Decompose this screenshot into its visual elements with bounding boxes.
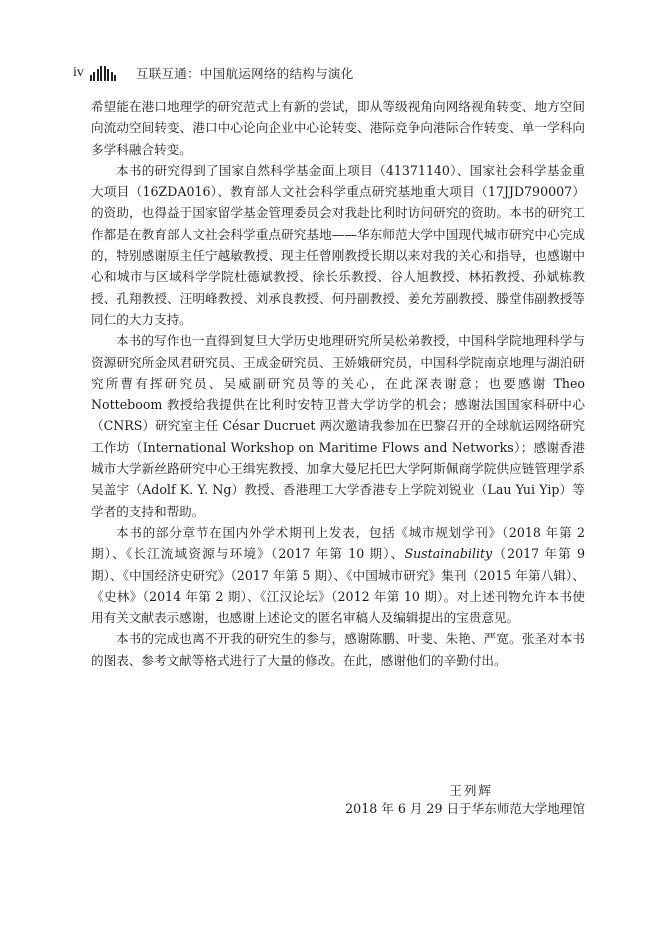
publisher-logo-icon (90, 66, 118, 81)
running-header (73, 62, 593, 84)
paragraph-3: 本书的写作也一直得到复旦大学历史地理研究所吴松弟教授，中国科学院地理科学与资源研究所金凤君研究员、王成金研究员、王娇娥研究员，中国科学院南京地理与湖泊研究所曹有挥研究员、吴威副研究员等的关心，在此深表谢意；也要感谢 Theo Notteboom 教授给我提供在比利时安特卫普大学访学的机会；感谢法国国家科研中心（CNRS）研究室主任 César Ducruet 两次邀请我参加在巴黎召开的全球航运网络研究工作坊（International Workshop on Maritime Flows and Networks）；感谢香港城市大学新丝路研究中心王缉宪教授、加拿大曼尼托巴大学阿斯佩商学院供应链管理学系吴盖宇（Adolf K. Y. Ng）教授、香港理工大学香港专上学院刘锐业（Lau Yui Yip）等学者的支持和帮助。 (91, 333, 585, 519)
paragraph-5: 本书的完成也离不开我的研究生的参与，感谢陈鹏、叶斐、朱艳、严宽。张圣对本书的图表、参考文献等格式进行了大量的修改。在此，感谢他们的辛勤付出。 (91, 631, 585, 668)
author-signature: 王列辉 (449, 783, 493, 798)
signature-date: 2018 年 6 月 29 日于华东师范大学地理馆 (345, 801, 585, 816)
paragraph-4-part-a: 本书的部分章节在国内外学术期刊上发表，包括《城市规划学刊》（2018 年第 2 期）、《长江流域资源与环境》（2017 年第 10 期）、 (91, 524, 585, 562)
running-title: 互联互通：中国航运网络的结构与演化 (135, 66, 354, 81)
preface-body (91, 96, 585, 671)
paragraph-4 (91, 522, 585, 628)
page-number: iv (73, 65, 84, 80)
paragraph-4-part-b: （2017 年第 9 期）、《中国经济史研究》（2017 年第 5 期）、《中国城市研究》集刊（2015 年第八辑）、《史林》（2014 年第 2 期）、《江汉论坛》（2012 年第 10 期）。对上述刊物允许本书使用有关文献表示感谢，也感谢上述论文的匿名审稿人及编辑提出的宝贵意见。 (91, 546, 585, 626)
journal-title-italic: Sustainability (404, 546, 493, 562)
paragraph-1: 希望能在港口地理学的研究范式上有新的尝试，即从等级视角向网络视角转变、地方空间向流动空间转变、港口中心论向企业中心论转变、港际竞争向港际合作转变、单一学科向多学科融合转变。 (91, 99, 585, 157)
paragraph-2: 本书的研究得到了国家自然科学基金面上项目（41371140）、国家社会科学基金重大项目（16ZDA016）、教育部人文社会科学重点研究基地重大项目（17JJD790007）的资助，也得益于国家留学基金管理委员会对我赴比利时访问研究的资助。本书的研究工作都是在教育部人文社会科学重点研究基地——华东师范大学中国现代城市研究中心完成的，特别感谢原主任宁越敏教授、现主任曾刚教授长期以来对我的关心和指导，也感谢中心和城市与区域科学学院杜德斌教授、徐长乐教授、谷人旭教授、林拓教授、孙斌栋教授、孔翔教授、汪明峰教授、刘承良教授、何丹副教授、姜允芳副教授、滕堂伟副教授等同仁的大力支持。 (91, 162, 585, 327)
